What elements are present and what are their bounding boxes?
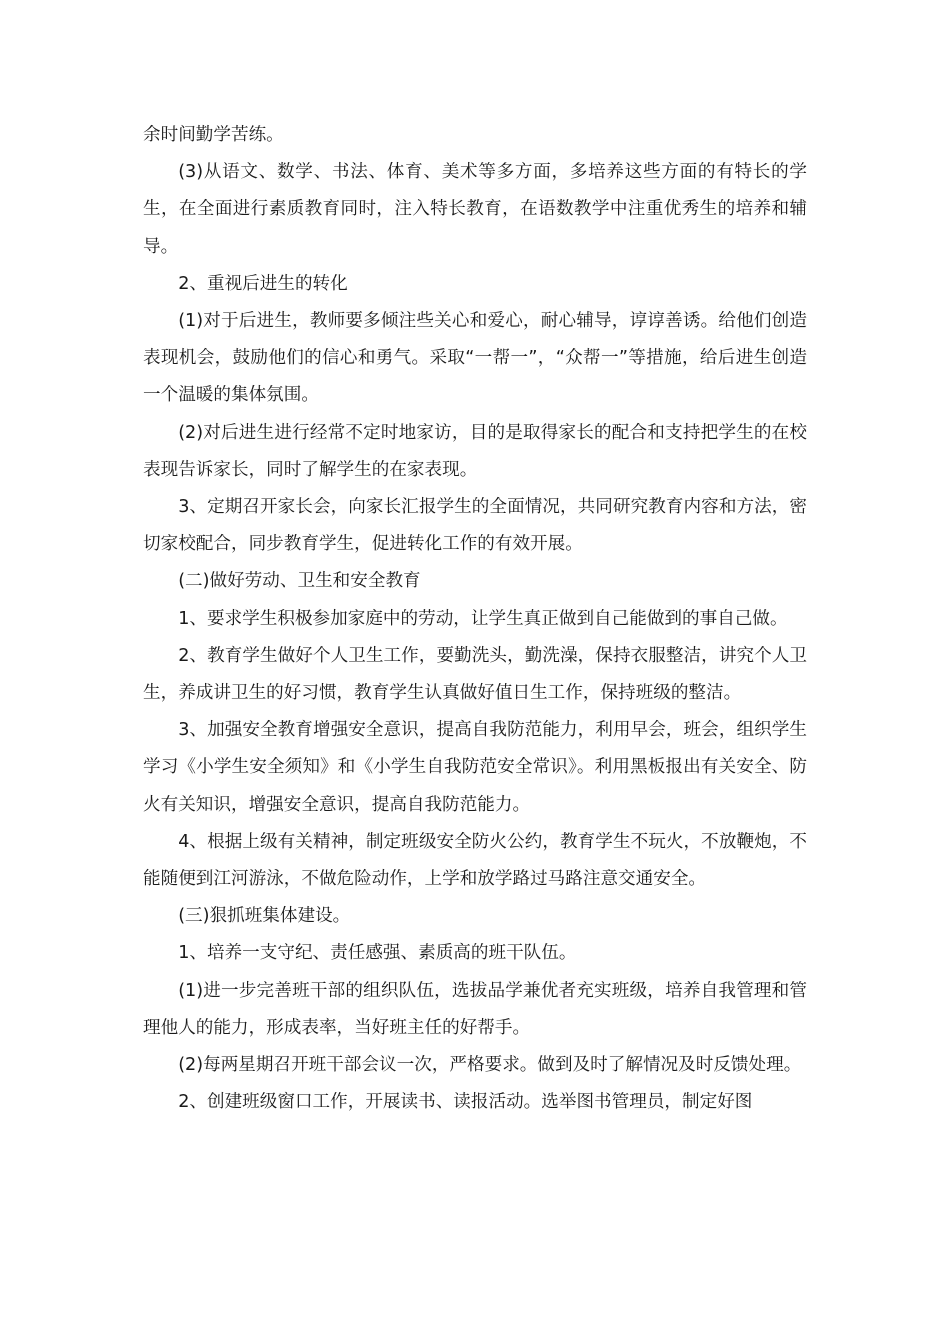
paragraph: 2、创建班级窗口工作，开展读书、读报活动。选举图书管理员，制定好图 bbox=[178, 1092, 753, 1113]
section-heading: (三)狠抓班集体建设。 bbox=[178, 906, 351, 927]
paragraph: 余时间勤学苦练。 bbox=[143, 125, 284, 145]
section-heading: 2、重视后进生的转化 bbox=[178, 273, 348, 294]
paragraph: (2)每两星期召开班干部会议一次，严格要求。做到及时了解情况及时反馈处理。 bbox=[178, 1055, 802, 1076]
paragraph: 3、定期召开家长会，向家长汇报学生的全面情况，共同研究教育内容和方法，密切家校配合，同步教育学生，促进转化工作的有效开展。 bbox=[143, 497, 807, 555]
paragraph: (1)进一步完善班干部的组织队伍，选拔品学兼优者充实班级，培养自我管理和管理他人的能力，形成表率，当好班主任的好帮手。 bbox=[143, 980, 807, 1038]
paragraph: 3、加强安全教育增强安全意识，提高自我防范能力，利用早会，班会，组织学生学习《小学生安全须知》和《小学生自我防范安全常识》。利用黑板报出有关安全、防火有关知识，增强安全意识，提高自我防范能力。 bbox=[143, 720, 807, 815]
paragraph: 1、要求学生积极参加家庭中的劳动，让学生真正做到自己能做到的事自己做。 bbox=[178, 608, 788, 629]
paragraph: (3)从语文、数学、书法、体育、美术等多方面，多培养这些方面的有特长的学生，在全面进行素质教育同时，注入特长教育，在语数教学中注重优秀生的培养和辅导。 bbox=[143, 162, 807, 257]
paragraph: 4、根据上级有关精神，制定班级安全防火公约，教育学生不玩火，不放鞭炮，不能随便到江河游泳，不做危险动作，上学和放学路过马路注意交通安全。 bbox=[143, 831, 807, 890]
paragraph: (1)对于后进生，教师要多倾注些关心和爱心，耐心辅导，谆谆善诱。给他们创造表现机会，鼓励他们的信心和勇气。采取“一帮一”，“众帮一”等措施，给后进生创造一个温暖的集体氛围。 bbox=[143, 311, 807, 406]
paragraph: 2、教育学生做好个人卫生工作，要勤洗头，勤洗澡，保持衣服整洁，讲究个人卫生，养成讲卫生的好习惯，教育学生认真做好值日生工作，保持班级的整洁。 bbox=[143, 645, 807, 704]
document-body bbox=[143, 117, 807, 1121]
paragraph: 1、培养一支守纪、责任感强、素质高的班干队伍。 bbox=[178, 943, 577, 964]
paragraph: (2)对后进生进行经常不定时地家访，目的是取得家长的配合和支持把学生的在校表现告诉家长，同时了解学生的在家表现。 bbox=[143, 422, 807, 480]
section-heading: (二)做好劳动、卫生和安全教育 bbox=[178, 571, 421, 592]
